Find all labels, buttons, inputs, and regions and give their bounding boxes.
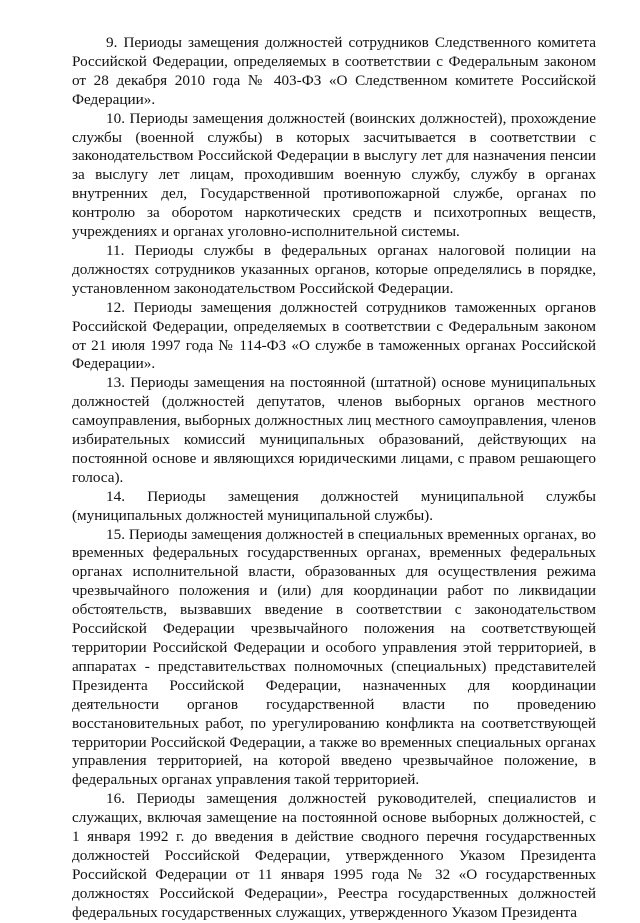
paragraph-item-14: 14. Периоды замещения должностей муниципальной службы (муниципальных должностей муниципальной службы). — [72, 487, 596, 524]
paragraph-item-10: 10. Периоды замещения должностей (воинских должностей), прохождение службы (военной службы) в которых засчитывается в соответствии с законодательством Российской Федерации в выслугу лет для назначения пенсии за выслугу лет лицам, проходившим военную службу, службу в органах внутренних дел, Государственной противопожарной службе, органах по контролю за оборотом наркотических средств и психотропных веществ, учреждениях и органах уголовно-исполнительной системы. — [72, 109, 596, 241]
paragraph-item-15: 15. Периоды замещения должностей в специальных временных органах, во временных федеральных государственных органах, временных федеральных органах исполнительной власти, образованных для осуществления режима чрезвычайного положения и (или) для координации работ по ликвидации обстоятельств, вызвавших введение в соответствии с законодательством Российской Федерации чрезвычайного положения на соответствующей территории Российской Федерации и особого управления этой территорией, в аппаратах - представительствах полномочных (специальных) представителей Президента Российской Федерации, назначенных для координации деятельности органов государственной власти по проведению восстановительных работ, по урегулированию конфликта на соответствующей территории Российской Федерации, а также во временных специальных органах управления территорией, на которой введено чрезвычайное положение, в федеральных органах управления такой территорией. — [72, 525, 596, 789]
document-page — [72, 34, 596, 923]
paragraph-item-12: 12. Периоды замещения должностей сотрудников таможенных органов Российской Федерации, определяемых в соответствии с Федеральным законом от 21 июля 1997 года № 114-ФЗ «О службе в таможенных органах Российской Федерации». — [72, 298, 596, 373]
paragraph-item-11: 11. Периоды службы в федеральных органах налоговой полиции на должностях сотрудников указанных органов, которые определялись в порядке, установленном законодательством Российской Федерации. — [72, 241, 596, 297]
paragraph-item-13: 13. Периоды замещения на постоянной (штатной) основе муниципальных должностей (должностей депутатов, членов выборных органов местного самоуправления, выборных должностных лиц местного самоуправления, членов избирательных комиссий муниципальных образований, действующих на постоянной основе и являющихся юридическими лицами, с правом решающего голоса). — [72, 374, 596, 486]
paragraph-item-9: 9. Периоды замещения должностей сотрудников Следственного комитета Российской Федерации, определяемых в соответствии с Федеральным законом от 28 декабря 2010 года № 403-ФЗ «О Следственном комитете Российской Федерации». — [72, 34, 596, 108]
paragraph-item-16: 16. Периоды замещения должностей руководителей, специалистов и служащих, включая замещение на постоянной основе выборных должностей, с 1 января 1992 г. до введения в действие сводного перечня государственных должностей Российской Федерации, утвержденного Указом Президента Российской Федерации от 11 января 1995 года № 32 «О государственных должностях Российской Федерации», Реестра государственных должностей федеральных государственных служащих, утвержденного Указом Президента — [72, 790, 596, 921]
